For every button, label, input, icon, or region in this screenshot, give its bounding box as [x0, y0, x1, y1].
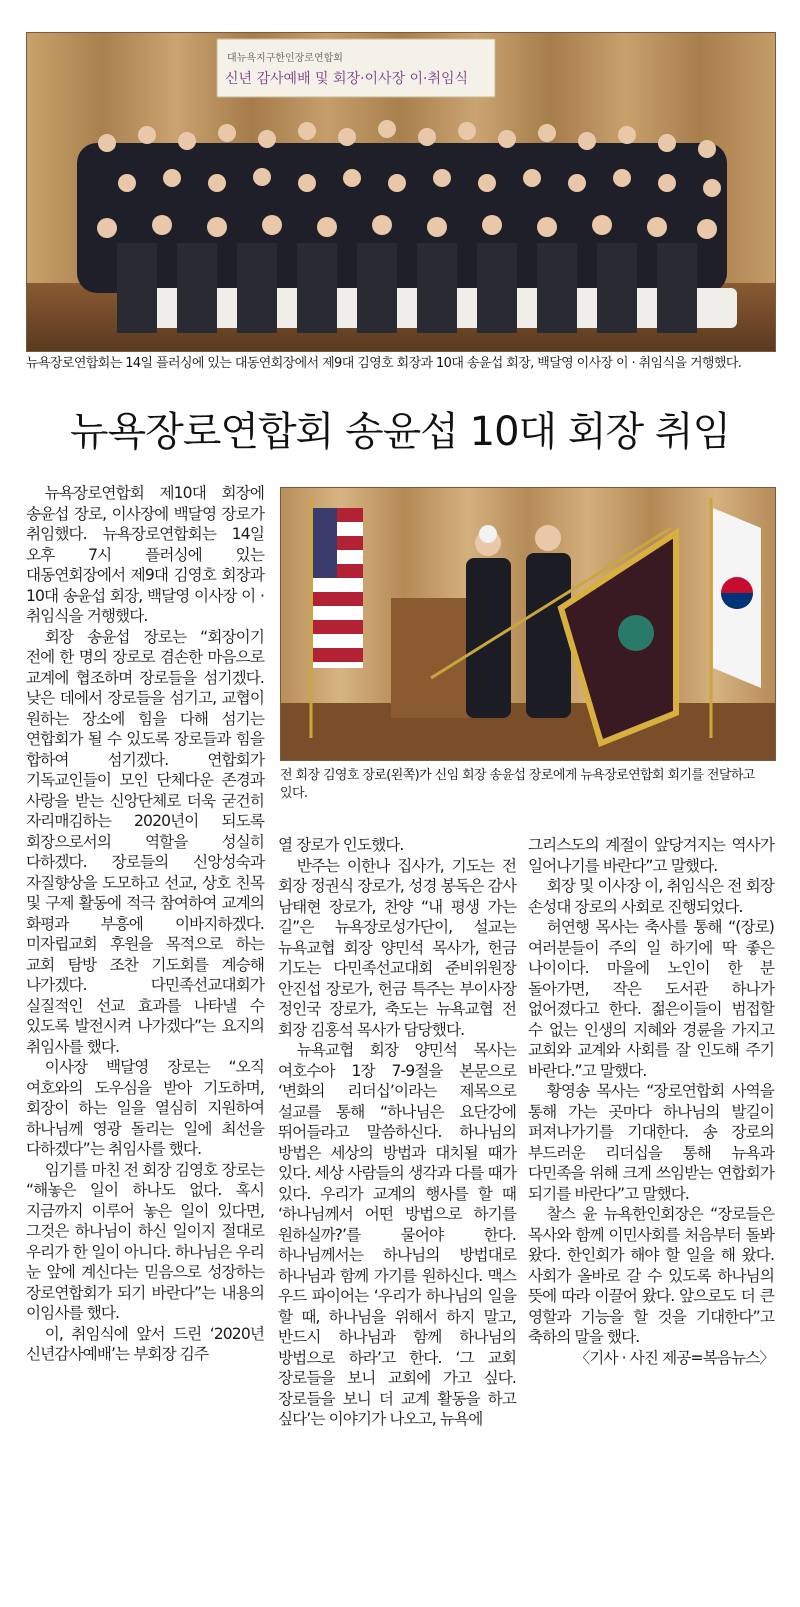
paragraph: 반주는 이한나 집사가, 기도는 전 회장 정권식 장로가, 성경 봉독은 감사 남태현 장로가, 찬양 “내 평생 가는 길”은 뉴욕장로성가단이, 설교는 뉴욕교협 회장 양민석 목사가, 헌금 기도는 다민족선교대회 준비위원장 안진섭 장로가, 헌금 특주는 부이사장 정인국 장로가, 축도는 뉴욕교협 전 회장 김홍석 목사가 담당했다. [278, 856, 516, 1039]
paragraph-continued: 열 장로가 인도했다. [278, 836, 404, 854]
article-column-2 [278, 835, 516, 1430]
paragraph: 회장 송윤섭 장로는 “회장이기 전에 한 명의 장로로 겸손한 마음으로 교계에 협조하며 장로들을 섬기겠다. 낮은 데에서 장로들을 섬기고, 교협이 원하는 장소에 힘을 다해 섬기는 연합회가 될 수 있도록 장로들과 힘을 합하여 섬기겠다. 연합회가 기독교인들이 모인 단체다운 존경과 사랑을 받는 신앙단체로 더욱 굳건히 자리매김하는 2020년이 되도록 회장으로서의 역할을 성실히 다하겠다. 장로들의 신앙성숙과 자질향상을 도모하고 선교, 상호 친목 및 구제 활동에 적극 참여하여 교계의 화평과 부흥에 이바지하겠다. 미자립교회 후원을 목적으로 하는 교회 탐방 조찬 기도회를 계승해 나가겠다. 다민족선교대회가 실질적인 선교 효과를 나타낼 수 있도록 발전시켜 나가겠다”는 요지의 취임사를 했다. [26, 627, 264, 1056]
side-photo-caption: 전 회장 김영호 장로(왼쪽)가 신임 회장 송윤섭 장로에게 뉴욕장로연합회 회기를 전달하고 있다. [280, 768, 755, 801]
paragraph: 임기를 마친 전 회장 김영호 장로는 “해놓은 일이 하나도 없다. 혹시 지금까지 이루어 놓은 일이 있다면, 그것은 하나님이 하신 일이지 절대로 우리가 한 일이 아니다. 하나님은 우리 눈 앞에 계신다는 믿음으로 성장하는 장로연합회가 되기 바란다”는 내용의 이임사를 했다. [26, 1160, 264, 1322]
flag-handover-photo [280, 487, 776, 761]
paragraph: 이사장 백달영 장로는 “오직 여호와의 도우심을 받아 기도하며, 회장이 하는 일을 열심히 지원하여 하나님께 영광 돌리는 일에 최선을 다하겠다”는 취임사를 했다. [26, 1058, 264, 1158]
paragraph: 뉴욕장로연합회 제10대 회장에 송윤섭 장로, 이사장에 백달영 장로가 취임했다. 뉴욕장로연합회는 14일 오후 7시 플러싱에 있는 대동연회장에서 제9대 김영호 회장과 10대 송윤섭 회장, 백달영 이사장 이 · 취임식을 거행했다. [26, 484, 264, 625]
banner-title-text: 신년 감사예배 및 회장·이사장 이·취임식 [225, 71, 469, 87]
paragraph-continued: 그리스도의 계절이 앞당겨지는 역사가 일어나기를 바란다”고 말했다. [528, 836, 774, 875]
paragraph: 이, 취임식에 앞서 드린 ‘2020년 신년감사예배’는 부회장 김주 [26, 1324, 264, 1363]
paragraph: 회장 및 이사장 이, 취임식은 전 회장 손성대 장로의 사회로 진행되었다. [528, 877, 774, 916]
headline: 뉴욕장로연합회 송윤섭 10대 회장 취임 [69, 409, 731, 455]
top-photo-caption: 뉴욕장로연합회는 14일 플러싱에 있는 대동연회장에서 제9대 김영호 회장과 10대 송윤섭 회장, 백달영 이사장 이 · 취임식을 거행했다. [26, 356, 742, 371]
article-column-1 [26, 483, 264, 1365]
paragraph: 허연행 목사는 축사를 통해 “(장로)여러분들이 주의 일 하기에 딱 좋은 나이이다. 마을에 노인이 한 분 돌아가면, 작은 도서관 하나가 없어졌다고 한다. 젊은이들이 범접할 수 없는 인생의 지혜와 경륜을 가지고 교회와 교계와 사회를 잘 인도해 주기 바란다.”고 말했다. [528, 918, 774, 1080]
article-column-3 [528, 835, 774, 1368]
photo-credit: 〈기사 · 사진 제공=복음뉴스〉 [574, 1348, 774, 1367]
paragraph: 찰스 윤 뉴욕한인회장은 “장로들은 목사와 함께 이민사회를 처음부터 돌봐 왔다. 한인회가 해야 할 일을 해 왔다. 사회가 올바로 갈 수 있도록 하나님의 뜻에 따라 이끌어 왔다. 앞으로도 더 큰 영할과 기능을 할 것을 기대한다”고 축하의 말을 했다. [528, 1205, 774, 1346]
paragraph: 황영송 목사는 “장로연합회 사역을 통해 가는 곳마다 하나님의 발길이 퍼져나가기를 기대한다. 송 장로의 부드러운 리더십을 통해 뉴욕과 다민족을 위해 크게 쓰임받는 연합회가 되기를 바란다”고 말했다. [528, 1082, 774, 1203]
paragraph: 뉴욕교협 회장 양민석 목사는 여호수아 1장 7-9절을 본문으로 ‘변화의 리더십’이라는 제목으로 설교를 통해 “하나님은 요단강에 뛰어들라고 말씀하신다. 하나님의 방법은 세상의 방법과 대치될 때가 있다. 세상 사람들의 생각과 다를 때가 있다. 우리가 교계의 행사를 할 때 ‘하나님께서 어떤 방법으로 하기를 원하실까?’를 물어야 한다. 하나님께서는 하나님의 방법대로 하나님과 함께 가기를 원하신다. 맥스 우드 파이어는 ‘우리가 하나님의 일을 할 때, 하나님을 위해서 하지 말고, 반드시 하나님과 함께 하나님의 방법으로 하라’고 한다. ‘그 교회 장로들을 보니 교회에 가고 싶다. 장로들을 보니 더 교계 활동을 하고 싶다’는 이야기가 나오고, 뉴욕에 [278, 1041, 516, 1428]
banner-org-text: 대뉴욕지구한인장로연합회 [227, 53, 343, 64]
group-photo [26, 32, 776, 352]
